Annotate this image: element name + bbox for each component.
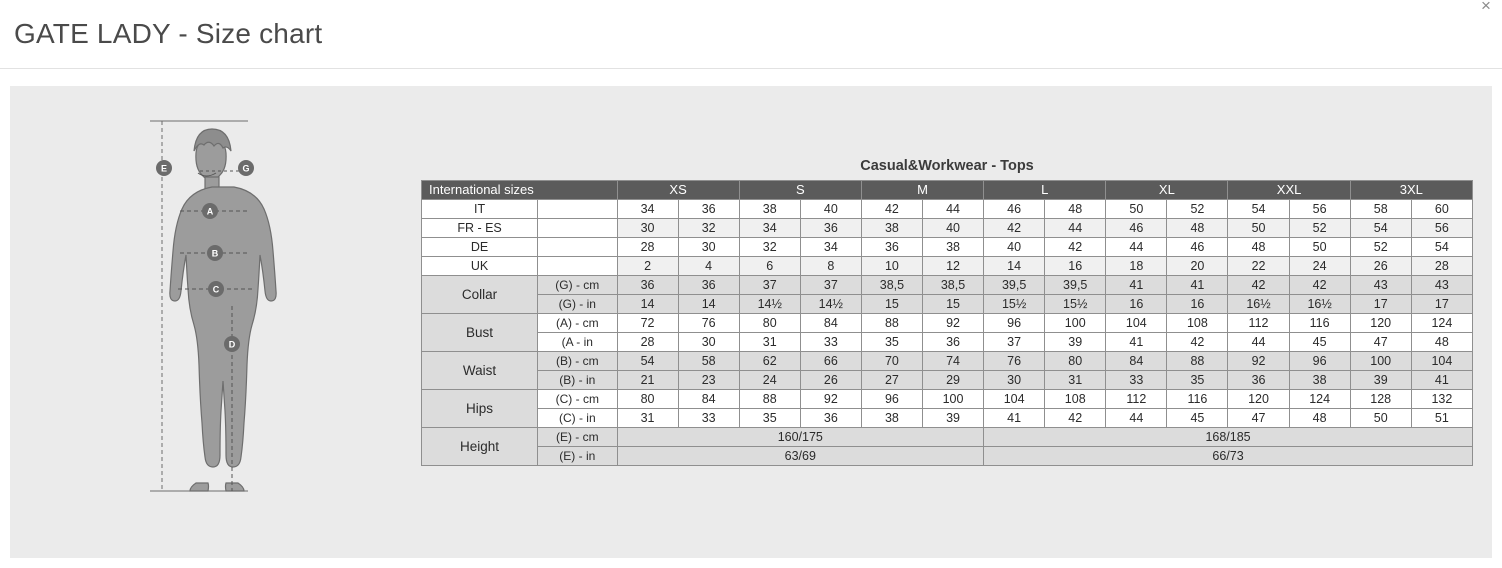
size-cell: 52 [1350,238,1411,257]
size-cell: 112 [1106,390,1167,409]
size-cell: 80 [617,390,678,409]
size-cell: 36 [1228,371,1289,390]
size-cell: 24 [1289,257,1350,276]
svg-text:E: E [160,163,168,174]
size-cell: 124 [1411,314,1472,333]
size-cell: 38,5 [922,276,983,295]
size-cell: 56 [1289,200,1350,219]
size-cell: 38 [861,219,922,238]
size-cell: 33 [1106,371,1167,390]
svg-text:B: B [211,248,219,259]
size-cell: 42 [1045,238,1106,257]
size-cell: 44 [1106,238,1167,257]
size-cell: 100 [1045,314,1106,333]
size-cell: 104 [1106,314,1167,333]
size-cell: 84 [1106,352,1167,371]
row-unit: (G) - cm [538,276,617,295]
size-cell: 15½ [1045,295,1106,314]
header-size-xl: XL [1106,181,1228,200]
size-cell: 24 [739,371,800,390]
table-row [422,257,1473,276]
size-cell: 31 [617,409,678,428]
size-cell: 41 [1106,333,1167,352]
size-cell: 45 [1289,333,1350,352]
size-cell: 41 [1167,276,1228,295]
size-cell: 16 [1045,257,1106,276]
size-cell: 108 [1045,390,1106,409]
size-cell: 32 [678,219,739,238]
row-label-fr-es: FR - ES [422,219,538,238]
size-cell: 28 [617,333,678,352]
size-cell: 37 [984,333,1045,352]
size-cell: 41 [1106,276,1167,295]
size-cell: 50 [1228,219,1289,238]
size-cell: 47 [1228,409,1289,428]
size-cell: 28 [617,238,678,257]
row-label-hips: Hips [422,390,538,428]
content-panel [10,86,1492,558]
size-cell: 38 [861,409,922,428]
size-cell: 43 [1350,276,1411,295]
size-cell: 92 [1228,352,1289,371]
size-cell: 116 [1167,390,1228,409]
page-title: GATE LADY - Size chart [14,18,323,49]
size-cell: 112 [1228,314,1289,333]
size-cell: 35 [861,333,922,352]
size-cell: 26 [1350,257,1411,276]
size-cell: 26 [800,371,861,390]
size-cell: 56 [1411,219,1472,238]
size-cell: 96 [861,390,922,409]
size-table-area [412,158,1472,466]
table-row [422,371,1473,390]
size-cell: 62 [739,352,800,371]
size-cell: 37 [739,276,800,295]
size-cell: 15 [922,295,983,314]
size-cell: 30 [678,238,739,257]
size-cell: 48 [1045,200,1106,219]
svg-text:D: D [228,339,236,350]
row-label-it: IT [422,200,538,219]
size-cell: 104 [984,390,1045,409]
size-cell: 38,5 [861,276,922,295]
size-cell: 128 [1350,390,1411,409]
size-cell: 36 [922,333,983,352]
size-cell: 2 [617,257,678,276]
height-range-left: 160/175 [617,428,984,447]
size-cell: 42 [861,200,922,219]
height-range-right: 66/73 [984,447,1473,466]
size-cell: 54 [1411,238,1472,257]
size-cell: 120 [1350,314,1411,333]
table-row [422,276,1473,295]
size-cell: 72 [617,314,678,333]
svg-text:G: G [242,163,250,174]
size-cell: 100 [922,390,983,409]
table-row [422,447,1473,466]
size-cell: 48 [1228,238,1289,257]
size-cell: 42 [1167,333,1228,352]
table-header-row [422,181,1473,200]
size-cell: 44 [922,200,983,219]
header-size-3xl: 3XL [1350,181,1472,200]
size-cell: 22 [1228,257,1289,276]
row-label-height: Height [422,428,538,466]
size-cell: 39 [1045,333,1106,352]
size-cell: 47 [1350,333,1411,352]
size-cell: 21 [617,371,678,390]
size-cell: 4 [678,257,739,276]
size-cell: 76 [678,314,739,333]
size-cell: 45 [1167,409,1228,428]
table-row [422,390,1473,409]
size-cell: 38 [922,238,983,257]
size-cell: 66 [800,352,861,371]
size-cell: 30 [984,371,1045,390]
size-cell: 52 [1167,200,1228,219]
size-cell: 108 [1167,314,1228,333]
size-cell: 36 [800,219,861,238]
size-cell: 43 [1411,276,1472,295]
size-cell: 35 [739,409,800,428]
table-row [422,295,1473,314]
size-cell: 48 [1289,409,1350,428]
row-unit: (C) - cm [538,390,617,409]
size-cell: 17 [1350,295,1411,314]
size-cell: 60 [1411,200,1472,219]
size-cell: 10 [861,257,922,276]
size-cell: 39,5 [984,276,1045,295]
size-cell: 29 [922,371,983,390]
size-cell: 92 [800,390,861,409]
header-size-xs: XS [617,181,739,200]
size-cell: 44 [1106,409,1167,428]
size-cell: 84 [678,390,739,409]
size-cell: 27 [861,371,922,390]
size-cell: 50 [1106,200,1167,219]
size-cell: 96 [984,314,1045,333]
size-cell: 40 [984,238,1045,257]
size-cell: 48 [1411,333,1472,352]
close-icon[interactable]: × [1476,0,1496,16]
table-row [422,428,1473,447]
size-cell: 20 [1167,257,1228,276]
size-cell: 84 [800,314,861,333]
size-cell: 42 [1289,276,1350,295]
row-unit [538,200,617,219]
size-cell: 88 [861,314,922,333]
row-label-de: DE [422,238,538,257]
height-range-left: 63/69 [617,447,984,466]
header-international-sizes: International sizes [422,181,618,200]
size-cell: 6 [739,257,800,276]
header-size-s: S [739,181,861,200]
size-cell: 80 [739,314,800,333]
dialog-header [0,0,1502,69]
row-unit: (A - in [538,333,617,352]
size-cell: 30 [617,219,678,238]
row-unit [538,238,617,257]
size-cell: 33 [800,333,861,352]
size-cell: 39 [922,409,983,428]
size-cell: 34 [739,219,800,238]
size-cell: 70 [861,352,922,371]
size-cell: 42 [1045,409,1106,428]
size-cell: 16 [1167,295,1228,314]
size-cell: 14 [678,295,739,314]
table-row [422,219,1473,238]
size-cell: 14 [984,257,1045,276]
svg-text:C: C [212,284,220,295]
size-cell: 74 [922,352,983,371]
row-label-collar: Collar [422,276,538,314]
size-cell: 54 [1350,219,1411,238]
svg-text:A: A [206,206,214,217]
size-cell: 15½ [984,295,1045,314]
size-cell: 34 [800,238,861,257]
size-cell: 50 [1350,409,1411,428]
size-cell: 54 [1228,200,1289,219]
size-cell: 15 [861,295,922,314]
size-cell: 14 [617,295,678,314]
size-cell: 36 [678,200,739,219]
size-cell: 31 [1045,371,1106,390]
header-size-l: L [984,181,1106,200]
size-cell: 31 [739,333,800,352]
size-cell: 14½ [800,295,861,314]
table-body [422,200,1473,466]
size-cell: 44 [1228,333,1289,352]
row-label-waist: Waist [422,352,538,390]
size-cell: 40 [800,200,861,219]
size-cell: 36 [617,276,678,295]
size-cell: 124 [1289,390,1350,409]
size-cell: 8 [800,257,861,276]
size-cell: 17 [1411,295,1472,314]
size-cell: 32 [739,238,800,257]
size-cell: 96 [1289,352,1350,371]
table-row [422,314,1473,333]
size-cell: 28 [1411,257,1472,276]
row-unit [538,257,617,276]
size-cell: 44 [1045,219,1106,238]
size-cell: 23 [678,371,739,390]
size-cell: 42 [1228,276,1289,295]
table-title: Casual&Workwear - Tops [860,158,1034,174]
size-cell: 41 [1411,371,1472,390]
size-cell: 16 [1106,295,1167,314]
size-cell: 35 [1167,371,1228,390]
size-cell: 120 [1228,390,1289,409]
row-unit: (G) - in [538,295,617,314]
body-measurement-figure [140,111,405,521]
size-cell: 34 [617,200,678,219]
table-row [422,352,1473,371]
size-cell: 38 [1289,371,1350,390]
table-row [422,200,1473,219]
row-unit: (B) - in [538,371,617,390]
size-cell: 36 [678,276,739,295]
size-cell: 116 [1289,314,1350,333]
size-cell: 48 [1167,219,1228,238]
row-unit: (E) - cm [538,428,617,447]
row-label-bust: Bust [422,314,538,352]
size-cell: 36 [861,238,922,257]
size-cell: 36 [800,409,861,428]
size-cell: 76 [984,352,1045,371]
size-cell: 54 [617,352,678,371]
size-cell: 132 [1411,390,1472,409]
size-cell: 58 [678,352,739,371]
height-range-right: 168/185 [984,428,1473,447]
size-cell: 104 [1411,352,1472,371]
size-cell: 80 [1045,352,1106,371]
size-cell: 50 [1289,238,1350,257]
size-cell: 37 [800,276,861,295]
size-cell: 46 [1106,219,1167,238]
size-cell: 92 [922,314,983,333]
size-cell: 16½ [1289,295,1350,314]
header-size-m: M [861,181,983,200]
size-cell: 40 [922,219,983,238]
size-cell: 88 [739,390,800,409]
row-unit [538,219,617,238]
size-cell: 33 [678,409,739,428]
size-cell: 51 [1411,409,1472,428]
size-cell: 52 [1289,219,1350,238]
size-cell: 88 [1167,352,1228,371]
size-cell: 30 [678,333,739,352]
size-cell: 42 [984,219,1045,238]
row-unit: (A) - cm [538,314,617,333]
size-cell: 46 [1167,238,1228,257]
size-cell: 39,5 [1045,276,1106,295]
table-row [422,333,1473,352]
header-size-xxl: XXL [1228,181,1350,200]
size-cell: 18 [1106,257,1167,276]
row-unit: (C) - in [538,409,617,428]
row-unit: (E) - in [538,447,617,466]
row-unit: (B) - cm [538,352,617,371]
size-cell: 58 [1350,200,1411,219]
size-cell: 39 [1350,371,1411,390]
size-table [421,180,1473,466]
row-label-uk: UK [422,257,538,276]
table-row [422,409,1473,428]
size-cell: 41 [984,409,1045,428]
size-cell: 38 [739,200,800,219]
size-cell: 100 [1350,352,1411,371]
size-cell: 12 [922,257,983,276]
table-row [422,238,1473,257]
size-cell: 16½ [1228,295,1289,314]
size-cell: 14½ [739,295,800,314]
size-cell: 46 [984,200,1045,219]
